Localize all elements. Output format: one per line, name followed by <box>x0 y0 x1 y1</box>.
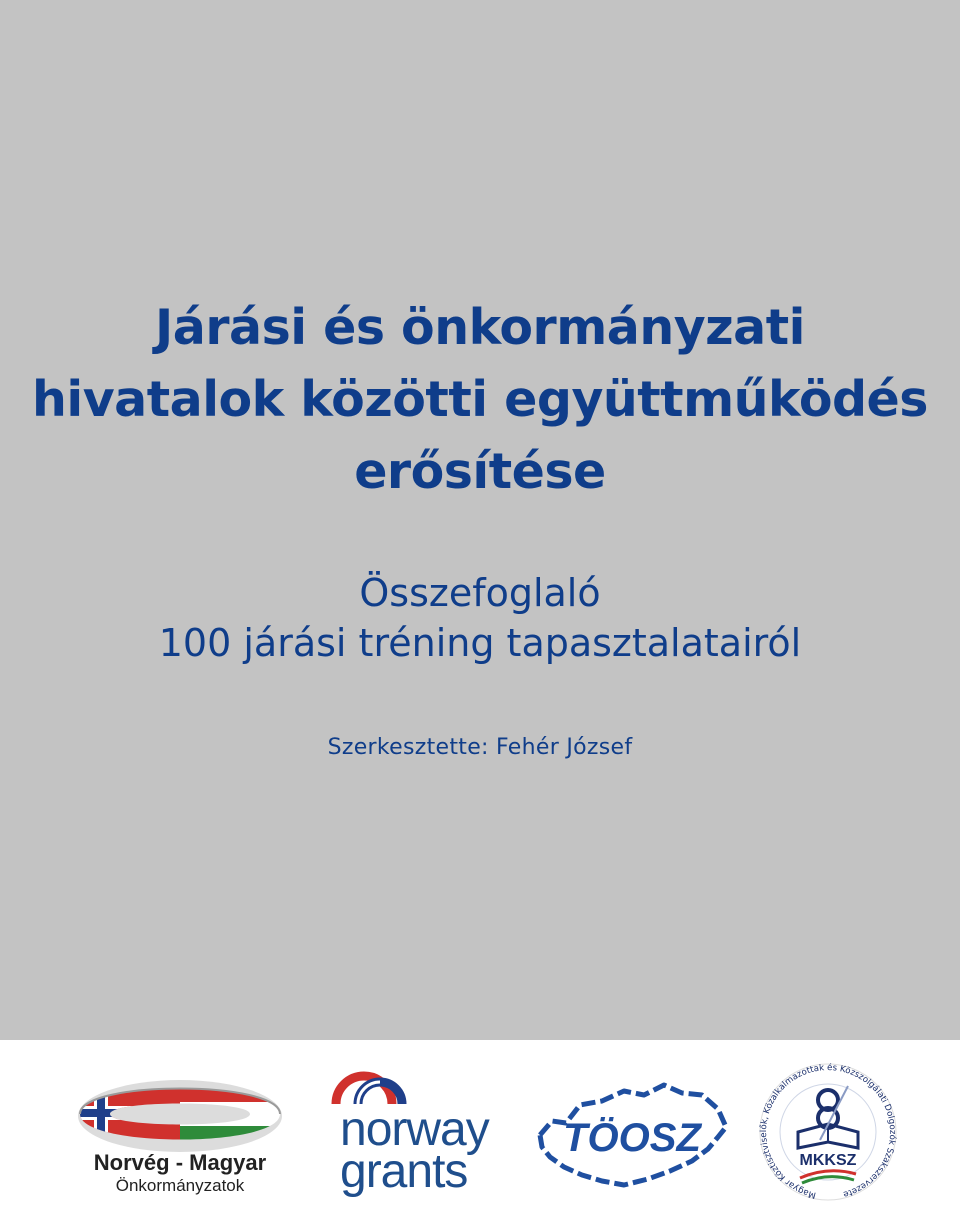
document-subtitle <box>0 568 960 668</box>
toosz-logo <box>532 1075 732 1195</box>
title-line-2: hivatalok közötti együttműködés <box>32 371 928 428</box>
norway-grants-line1: norway <box>340 1103 489 1156</box>
mkksz-logo <box>758 1062 898 1207</box>
mkksz-seal-icon <box>758 1062 898 1207</box>
logo-footer <box>0 1040 960 1222</box>
norveg-magyar-line2: Önkormányzatok <box>115 1176 245 1195</box>
document-title <box>0 292 960 508</box>
norveg-magyar-emblem-icon <box>70 1062 290 1162</box>
norveg-magyar-line1: Norvég - Magyar <box>93 1150 267 1175</box>
norway-grants-logo <box>322 1068 522 1213</box>
toosz-text: TÖOSZ <box>563 1116 701 1160</box>
norway-grants-arc-icon <box>328 1068 418 1108</box>
editor-credit: Szerkesztette: Fehér József <box>327 735 633 760</box>
mkksz-ring-text: Magyar Köztisztviselők, Közalkalmazottak és Közszolgálati Dolgozók Szakszervezete <box>759 1062 898 1200</box>
subtitle-line-2: 100 járási tréning tapasztalatairól <box>158 621 802 665</box>
norway-grants-line2: grants <box>340 1145 468 1198</box>
mkksz-abbr: MKKSZ <box>799 1152 857 1169</box>
title-line-1: Járási és önkormányzati <box>155 299 805 356</box>
subtitle-line-1: Összefoglaló <box>359 571 601 615</box>
hungary-map-icon <box>532 1075 732 1195</box>
title-line-3: erősítése <box>354 443 606 500</box>
norveg-magyar-logo <box>70 1062 290 1212</box>
